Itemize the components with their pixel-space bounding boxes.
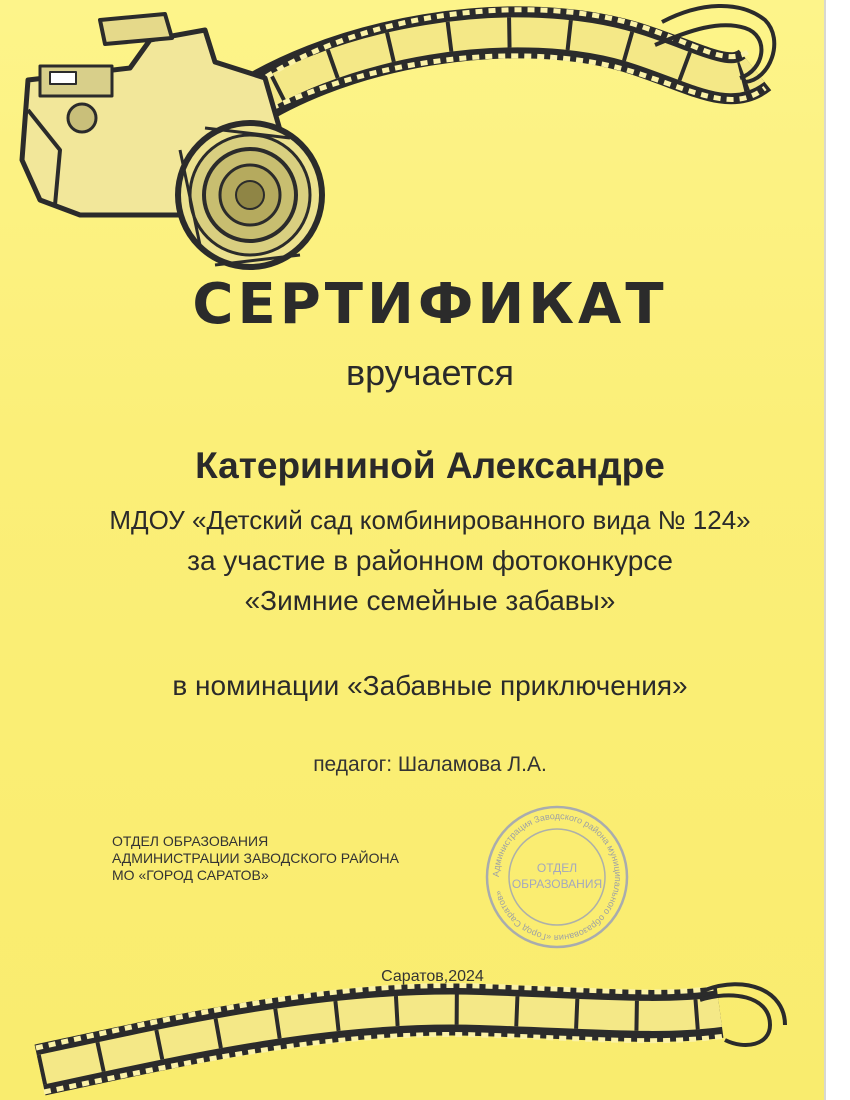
official-stamp: [482, 802, 632, 952]
teacher-name: педагог: Шаламова Л.А.: [313, 753, 547, 776]
organization-name: МДОУ «Детский сад комбинированного вида № 124»: [109, 505, 751, 535]
film-strip-top-icon: [215, 6, 774, 140]
place-year: Саратов,2024: [381, 968, 484, 985]
film-strip-bottom-icon: [36, 984, 785, 1092]
recipient-name: Катерининой Александре: [195, 445, 665, 486]
contest-name: «Зимние семейные забавы»: [244, 585, 616, 616]
issuer-line-3: МО «ГОРОД САРАТОВ»: [112, 867, 269, 883]
nomination-text: в номинации «Забавные приключения»: [172, 670, 688, 701]
awarded-text: вручается: [346, 352, 514, 393]
issuer-line-2: АДМИНИСТРАЦИИ ЗАВОДСКОГО РАЙОНА: [112, 850, 399, 866]
issuer-block: [112, 833, 399, 884]
award-reason: за участие в районном фотоконкурсе: [187, 545, 673, 576]
camera-icon: [22, 14, 322, 267]
issuer-line-1: ОТДЕЛ ОБРАЗОВАНИЯ: [112, 833, 269, 849]
stamp-ring-text: Администрация Заводского района муниципального образования «Город Саратов»: [490, 810, 624, 944]
certificate-title: СЕРТИФИКАТ: [192, 272, 668, 337]
stamp-center-line-1: ОТДЕЛ: [536, 861, 578, 875]
stamp-center-line-2: ОБРАЗОВАНИЯ: [511, 877, 603, 891]
